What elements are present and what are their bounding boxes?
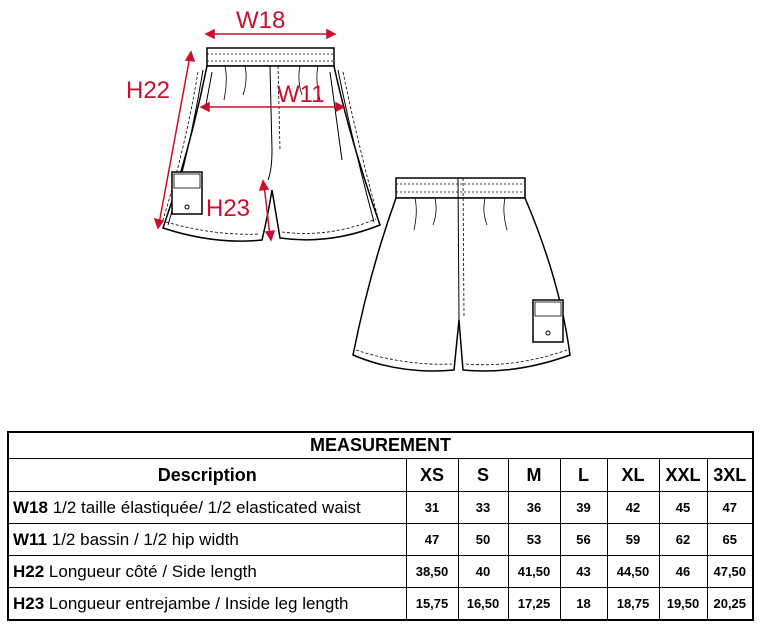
table-cell: 15,75 bbox=[406, 588, 458, 621]
table-cell: 38,50 bbox=[406, 556, 458, 588]
table-cell: 40 bbox=[458, 556, 508, 588]
row-description bbox=[8, 492, 406, 524]
h22-label: H22 bbox=[126, 77, 171, 104]
row-code: H23 bbox=[13, 593, 45, 613]
row-description bbox=[8, 524, 406, 556]
table-cell: 18,75 bbox=[607, 588, 659, 621]
table-cell: 47 bbox=[707, 492, 753, 524]
table-cell: 62 bbox=[659, 524, 707, 556]
table-cell: 45 bbox=[659, 492, 707, 524]
size-header-xs: XS bbox=[406, 459, 458, 492]
table-header-row bbox=[8, 459, 753, 492]
table-cell: 18 bbox=[560, 588, 607, 621]
table-cell: 47,50 bbox=[707, 556, 753, 588]
h23-label: H23 bbox=[206, 195, 251, 222]
row-text: 1/2 bassin / 1/2 hip width bbox=[47, 529, 239, 549]
table-cell: 19,50 bbox=[659, 588, 707, 621]
size-header-xl: XL bbox=[607, 459, 659, 492]
row-code: W18 bbox=[13, 497, 48, 517]
table-title: MEASUREMENT bbox=[8, 432, 753, 459]
table-cell: 33 bbox=[458, 492, 508, 524]
table-cell: 47 bbox=[406, 524, 458, 556]
w18-label: W18 bbox=[236, 7, 286, 34]
table-cell: 16,50 bbox=[458, 588, 508, 621]
table-cell: 42 bbox=[607, 492, 659, 524]
table-cell: 59 bbox=[607, 524, 659, 556]
table-row bbox=[8, 556, 753, 588]
table-cell: 65 bbox=[707, 524, 753, 556]
size-header-l: L bbox=[560, 459, 607, 492]
table-cell: 44,50 bbox=[607, 556, 659, 588]
table-cell: 17,25 bbox=[508, 588, 560, 621]
table-row bbox=[8, 492, 753, 524]
row-description bbox=[8, 588, 406, 621]
table-cell: 36 bbox=[508, 492, 560, 524]
measurement-table bbox=[7, 431, 754, 621]
table-cell: 50 bbox=[458, 524, 508, 556]
table-cell: 46 bbox=[659, 556, 707, 588]
table-cell: 53 bbox=[508, 524, 560, 556]
row-code: H22 bbox=[13, 561, 45, 581]
table-cell: 43 bbox=[560, 556, 607, 588]
table-cell: 41,50 bbox=[508, 556, 560, 588]
w11-label: W11 bbox=[277, 81, 325, 108]
table-cell: 20,25 bbox=[707, 588, 753, 621]
table-row bbox=[8, 588, 753, 621]
size-header-m: M bbox=[508, 459, 560, 492]
table-cell: 39 bbox=[560, 492, 607, 524]
shorts-front-view bbox=[162, 48, 380, 241]
row-description bbox=[8, 556, 406, 588]
table-cell: 31 bbox=[406, 492, 458, 524]
size-header-s: S bbox=[458, 459, 508, 492]
row-code: W11 bbox=[13, 529, 48, 549]
row-text: Longueur côté / Side length bbox=[44, 561, 257, 581]
shorts-back-view bbox=[353, 178, 570, 371]
size-header-xxl: XXL bbox=[659, 459, 707, 492]
description-header: Description bbox=[8, 459, 406, 492]
table-row bbox=[8, 524, 753, 556]
size-header-3xl: 3XL bbox=[707, 459, 753, 492]
row-text: 1/2 taille élastiquée/ 1/2 elasticated waist bbox=[47, 497, 361, 517]
table-cell: 56 bbox=[560, 524, 607, 556]
row-text: Longueur entrejambe / Inside leg length bbox=[44, 593, 349, 613]
